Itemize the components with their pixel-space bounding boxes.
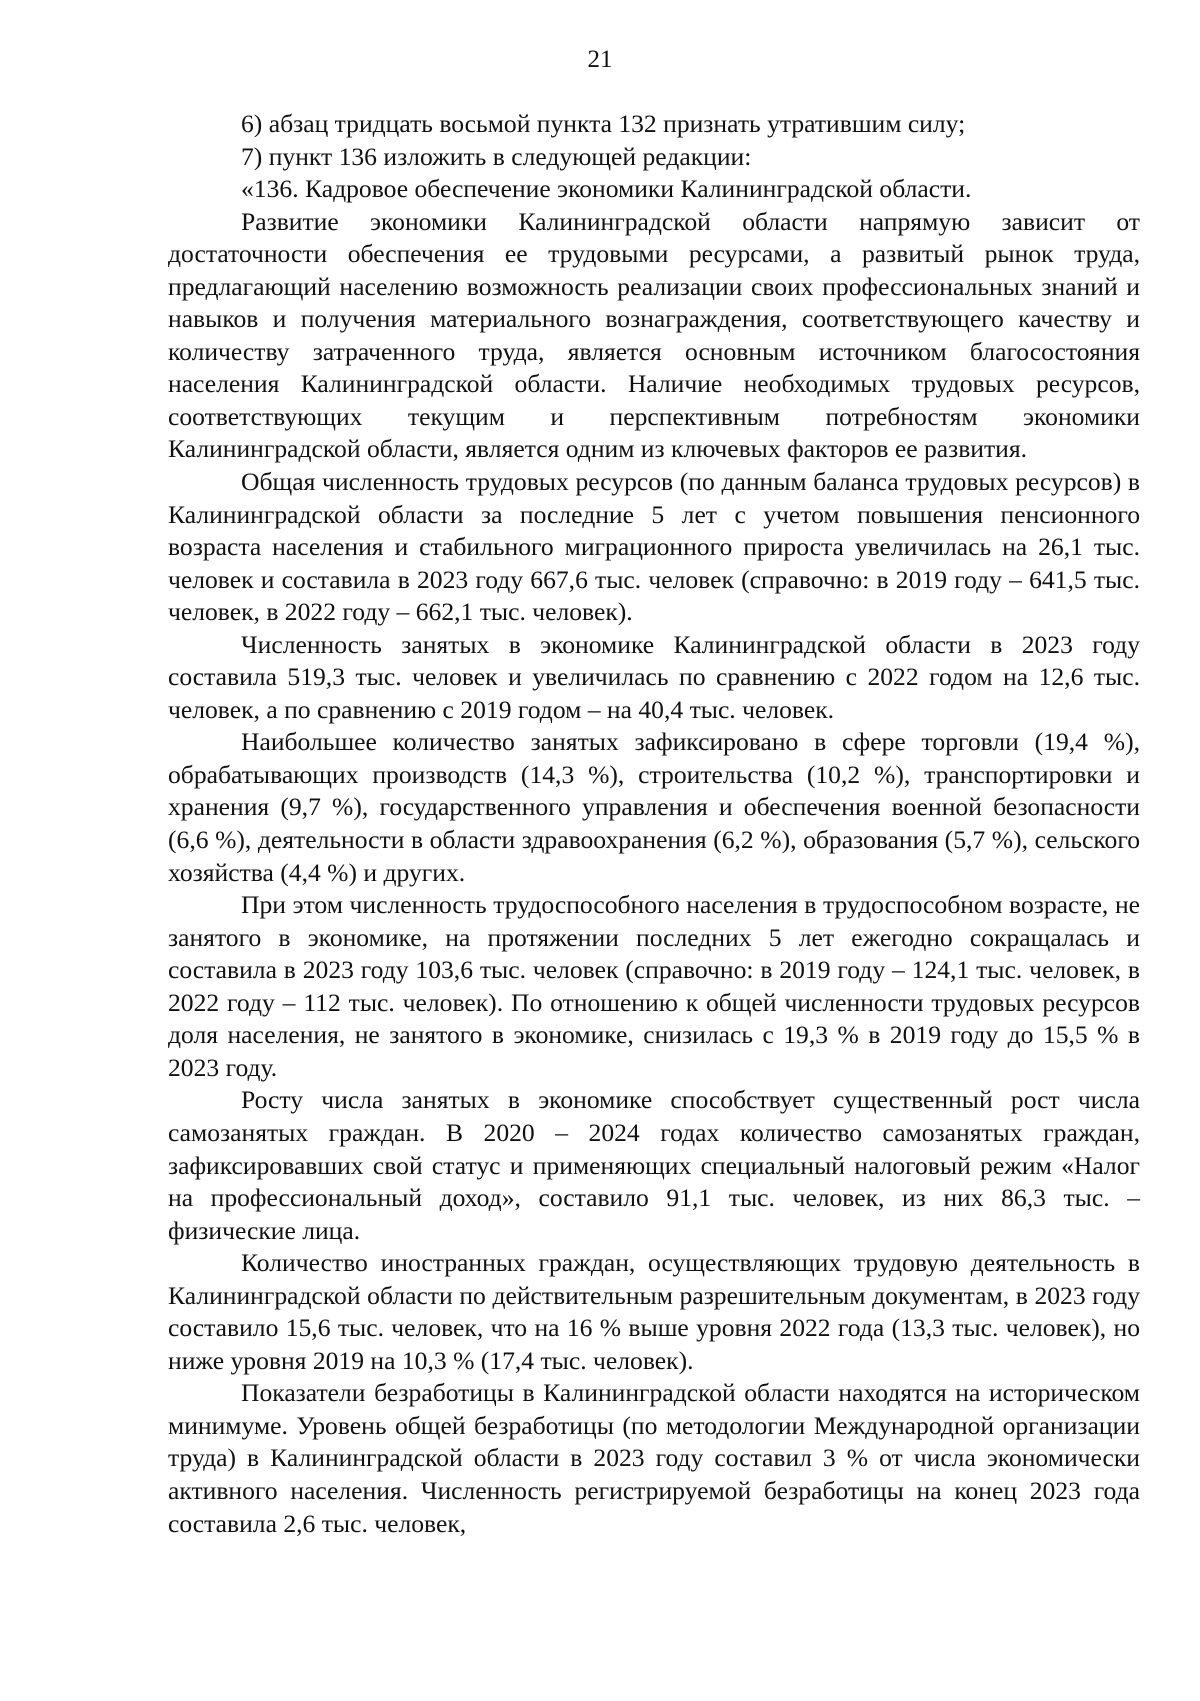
paragraph-unemployment-indicators: Показатели безработицы в Калининградской области находятся на историческом минимуме. Уровень общей безработицы (по методологии Международной организации труда) в Калининградской области в 2023 году составил 3 % от числа экономически активного населения. Численность регистрируемой безработицы на конец 2023 года составила 2,6 тыс. человек, bbox=[168, 1378, 1140, 1538]
paragraph-employment-sectors: Наибольшее количество занятых зафиксировано в сфере торговли (19,4 %), обрабатывающих производств (14,3 %), строительства (10,2 %), транспортировки и хранения (9,7 %), государственного управления и обеспечения военной безопасности (6,6 %), деятельности в области здравоохранения (6,2 %), образования (5,7 %), сельского хозяйства (4,4 %) и других. bbox=[168, 727, 1140, 887]
page-number: 21 bbox=[587, 46, 613, 73]
paragraph-economy-development: Развитие экономики Калининградской области напрямую зависит от достаточности обеспечения ее трудовыми ресурсами, а развитый рынок труда, предлагающий населению возможность реализации своих профессиональных знаний и навыков и получения материального вознаграждения, соответствующего качеству и количеству затраченного труда, является основным источником благосостояния населения Калининградской области. Наличие необходимых трудовых ресурсов, соответствующих текущим и перспективным потребностям экономики Калининградской области, является одним из ключевых факторов ее развития. bbox=[168, 206, 1140, 464]
paragraph-self-employed: Росту числа занятых в экономике способствует существенный рост числа самозанятых граждан. В 2020 – 2024 годах количество самозанятых граждан, зафиксировавших свой статус и применяющих специальный налоговый режим «Налог на профессиональный доход», составило 91,1 тыс. человек, из них 86,3 тыс. – физические лица. bbox=[168, 1085, 1140, 1245]
paragraph-foreign-workers: Количество иностранных граждан, осуществляющих трудовую деятельность в Калининградской области по действительным разрешительным документам, в 2023 году составило 15,6 тыс. человек, что на 16 % выше уровня 2022 года (13,3 тыс. человек), но ниже уровня 2019 на 10,3 % (17,4 тыс. человек). bbox=[168, 1248, 1140, 1375]
paragraph-item-6: 6) абзац тридцать восьмой пункта 132 признать утратившим силу; bbox=[241, 109, 966, 138]
paragraph-employed-count: Численность занятых в экономике Калининградской области в 2023 году составила 519,3 тыс. человек и увеличилась по сравнению с 2022 годом на 12,6 тыс. человек, а по сравнению с 2019 годом – на 40,4 тыс. человек. bbox=[168, 629, 1140, 724]
paragraph-item-7: 7) пункт 136 изложить в следующей редакции: bbox=[241, 141, 752, 171]
section-heading-136: «136. Кадровое обеспечение экономики Калининградской области. bbox=[241, 174, 972, 204]
paragraph-labor-resources: Общая численность трудовых ресурсов (по данным баланса трудовых ресурсов) в Калининградской области за последние 5 лет с учетом повышения пенсионного возраста населения и стабильного миграционного прироста увеличилась на 26,1 тыс. человек и составила в 2023 году 667,6 тыс. человек (справочно: в 2019 году – 641,5 тыс. человек, в 2022 году – 662,1 тыс. человек). bbox=[168, 467, 1140, 627]
document-body bbox=[168, 108, 1140, 1540]
paragraph-unemployed-working-age: При этом численность трудоспособного населения в трудоспособном возрасте, не занятого в экономике, на протяжении последних 5 лет ежегодно сокращалась и составила в 2023 году 103,6 тыс. человек (справочно: в 2019 году – 124,1 тыс. человек, в 2022 году – 112 тыс. человек). По отношению к общей численности трудовых ресурсов доля населения, не занятого в экономике, снизилась с 19,3 % в 2019 году до 15,5 % в 2023 году. bbox=[168, 890, 1140, 1082]
